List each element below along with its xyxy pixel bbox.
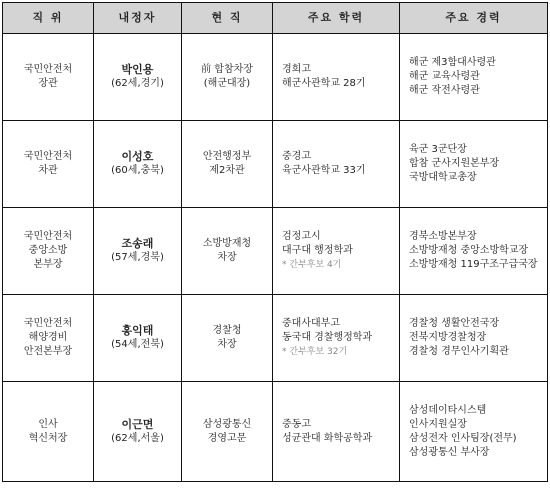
career-line: 경찰청 생활안전국장 bbox=[409, 318, 500, 329]
education-line: 중대사대부고 bbox=[282, 318, 340, 329]
position-line: 차관 bbox=[38, 165, 58, 176]
table-row bbox=[3, 382, 548, 482]
education-line: 성균관대 화학공학과 bbox=[282, 432, 373, 444]
career-line: 해군 제3함대사령관 bbox=[409, 57, 496, 68]
position-cell bbox=[3, 121, 94, 208]
position-line: 국민안전처 bbox=[23, 231, 73, 242]
current-post-cell bbox=[182, 208, 273, 295]
position-cell bbox=[3, 382, 94, 482]
header-nominee: 내정자 bbox=[94, 3, 182, 34]
nominee-cell bbox=[94, 382, 182, 482]
career-line: 해군 교육사령관 bbox=[409, 71, 480, 82]
current-post-line: 차장 bbox=[217, 339, 237, 350]
career-line: 육군 3군단장 bbox=[409, 144, 467, 155]
nominee-info: (62세,서울) bbox=[111, 432, 164, 444]
career-line: 합참 군사지원본부장 bbox=[409, 158, 500, 169]
current-post-line: (해군대장) bbox=[203, 78, 251, 89]
nominee-name: 이성호 bbox=[121, 150, 154, 163]
nominee-cell bbox=[94, 208, 182, 295]
appointees-table bbox=[2, 2, 548, 482]
current-post-line: 경영고문 bbox=[207, 432, 247, 444]
nominee-cell bbox=[94, 34, 182, 121]
education-cell bbox=[273, 382, 400, 482]
career-line: 소방방재청 119구조구급국장 bbox=[409, 259, 538, 270]
table-row bbox=[3, 34, 548, 121]
current-post-line: 前 합참차장 bbox=[201, 64, 253, 75]
career-line: 인사지원실장 bbox=[409, 418, 467, 430]
current-post-line: 차장 bbox=[217, 252, 237, 263]
career-line: 경북소방본부장 bbox=[409, 231, 477, 242]
education-line: 중동고 bbox=[282, 418, 311, 430]
table-row bbox=[3, 295, 548, 382]
education-note: * 간부후보 32기 bbox=[282, 347, 348, 357]
position-cell bbox=[3, 34, 94, 121]
career-line: 국방대학교총장 bbox=[409, 172, 477, 183]
table-header-row bbox=[3, 3, 548, 34]
current-post-cell bbox=[182, 382, 273, 482]
nominee-info: (54세,전북) bbox=[111, 339, 164, 350]
career-cell bbox=[400, 208, 548, 295]
header-current-post: 현 직 bbox=[182, 3, 273, 34]
education-note: * 간부후보 4기 bbox=[282, 260, 342, 270]
career-line: 전북지방경찰청장 bbox=[409, 332, 487, 343]
education-cell bbox=[273, 34, 400, 121]
nominee-cell bbox=[94, 295, 182, 382]
header-career: 주요 경력 bbox=[400, 3, 548, 34]
current-post-cell bbox=[182, 295, 273, 382]
education-line: 검정고시 bbox=[282, 231, 321, 242]
career-cell bbox=[400, 121, 548, 208]
header-education: 주요 학력 bbox=[273, 3, 400, 34]
current-post-line: 삼성광통신 bbox=[202, 418, 252, 430]
current-post-line: 경찰청 bbox=[212, 325, 242, 336]
career-line: 소방방재청 중앙소방학교장 bbox=[409, 245, 529, 256]
current-post-cell bbox=[182, 121, 273, 208]
career-cell bbox=[400, 34, 548, 121]
career-cell bbox=[400, 295, 548, 382]
position-cell bbox=[3, 295, 94, 382]
education-line: 해군사관학교 28기 bbox=[282, 78, 366, 89]
nominee-info: (60세,충북) bbox=[111, 165, 164, 176]
education-line: 육군사관학교 33기 bbox=[282, 165, 366, 176]
nominee-info: (57세,경북) bbox=[111, 252, 164, 263]
education-cell bbox=[273, 121, 400, 208]
education-line: 동국대 경찰행정학과 bbox=[282, 332, 373, 343]
header-position: 직 위 bbox=[3, 3, 94, 34]
career-cell bbox=[400, 382, 548, 482]
position-line: 중앙소방 bbox=[28, 245, 68, 256]
career-line: 삼성데이타시스템 bbox=[409, 404, 487, 416]
position-line: 인사 bbox=[38, 418, 58, 430]
position-line: 혁신처장 bbox=[28, 432, 68, 444]
position-cell bbox=[3, 208, 94, 295]
career-line: 경찰청 경무인사기획관 bbox=[409, 346, 509, 357]
education-line: 경희고 bbox=[282, 64, 311, 75]
position-line: 국민안전처 bbox=[23, 64, 73, 75]
nominee-name: 이근면 bbox=[121, 417, 154, 431]
education-cell bbox=[273, 208, 400, 295]
current-post-line: 소방방재청 bbox=[202, 238, 252, 249]
career-line: 해군 작전사령관 bbox=[409, 85, 480, 96]
education-line: 중경고 bbox=[282, 151, 311, 162]
education-cell bbox=[273, 295, 400, 382]
position-line: 국민안전처 bbox=[23, 318, 73, 329]
current-post-line: 제2차관 bbox=[209, 165, 245, 176]
nominee-cell bbox=[94, 121, 182, 208]
career-line: 삼성전자 인사팀장(전무) bbox=[409, 432, 517, 444]
nominee-info: (62세,경기) bbox=[111, 78, 164, 89]
table-row bbox=[3, 121, 548, 208]
current-post-line: 안전행정부 bbox=[202, 151, 252, 162]
table-row bbox=[3, 208, 548, 295]
position-line: 안전본부장 bbox=[23, 346, 73, 357]
position-line: 해양경비 bbox=[28, 332, 68, 343]
position-line: 장관 bbox=[38, 78, 58, 89]
nominee-name: 박인용 bbox=[121, 63, 154, 76]
nominee-name: 조송래 bbox=[121, 237, 154, 250]
education-line: 대구대 행정학과 bbox=[282, 245, 353, 256]
position-line: 본부장 bbox=[33, 259, 63, 270]
career-line: 삼성광통신 부사장 bbox=[409, 446, 490, 458]
position-line: 국민안전처 bbox=[23, 151, 73, 162]
current-post-cell bbox=[182, 34, 273, 121]
nominee-name: 홍익태 bbox=[121, 324, 154, 337]
